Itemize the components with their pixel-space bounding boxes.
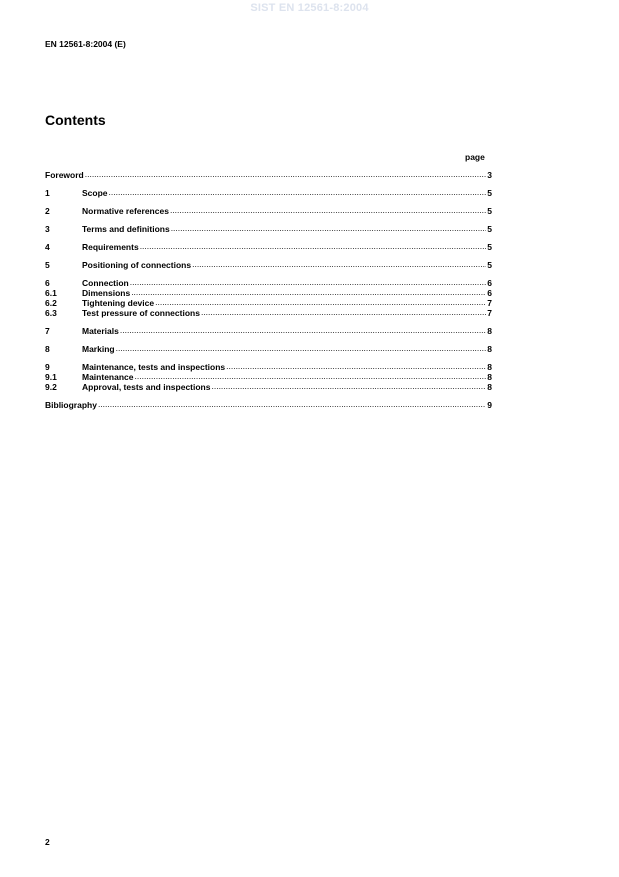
toc-leader-dots [120,325,486,335]
toc-leader-dots [130,277,487,287]
toc-entry-requirements[interactable] [45,242,492,252]
toc-entry-title: Requirements [82,242,139,252]
toc-entry-page: 8 [487,326,492,336]
toc-entry-number: 5 [45,260,50,270]
toc-leader-dots [109,187,487,197]
toc-entry-title: Tightening device [82,298,155,308]
toc-entry-title: Dimensions [82,288,131,298]
toc-entry-number: 6.1 [45,288,57,298]
toc-entry-number: 6.3 [45,308,57,318]
toc-entry-page: 5 [487,224,492,234]
toc-leader-dots [85,169,487,179]
toc-entry-title: Maintenance, tests and inspections [82,362,226,372]
toc-entry-positioning-of-connections[interactable] [45,260,492,270]
page-number: 2 [45,837,50,847]
toc-entry-page: 8 [487,372,492,382]
toc-entry-test-pressure-of-connections[interactable] [45,308,492,318]
toc-entry-title: Foreword [45,170,84,180]
toc-entry-title: Materials [82,326,119,336]
toc-entry-number: 9.2 [45,382,57,392]
page-title: Contents [45,112,106,128]
toc-entry-normative-references[interactable] [45,206,492,216]
toc-entry-number: 3 [45,224,50,234]
toc-entry-title: Test pressure of connections [82,308,200,318]
toc-entry-title: Terms and definitions [82,224,170,234]
toc-leader-dots [140,241,487,251]
toc-leader-dots [192,259,486,269]
toc-entry-title: Connection [82,278,129,288]
toc-entry-page: 8 [487,344,492,354]
toc-entry-number: 7 [45,326,50,336]
toc-leader-dots [226,361,486,371]
toc-leader-dots [211,381,486,391]
toc-leader-dots [116,343,487,353]
toc-leader-dots [155,297,486,307]
toc-entry-page: 9 [487,400,492,410]
toc-entry-number: 8 [45,344,50,354]
toc-entry-number: 4 [45,242,50,252]
toc-entry-materials[interactable] [45,326,492,336]
toc-entry-page: 5 [487,242,492,252]
toc-entry-approval-tests-and-inspections[interactable] [45,382,492,392]
toc-entry-title: Positioning of connections [82,260,192,270]
toc-entry-number: 6.2 [45,298,57,308]
toc-entry-page: 6 [487,278,492,288]
toc-entry-page: 8 [487,362,492,372]
toc-leader-dots [201,307,486,317]
toc-leader-dots [98,399,486,409]
toc-entry-page: 6 [487,288,492,298]
watermark: SIST EN 12561-8:2004 [250,2,369,14]
toc-entry-scope[interactable] [45,188,492,198]
page-column-label: page [465,152,485,162]
toc-entry-number: 9.1 [45,372,57,382]
toc-entry-title: Marking [82,344,115,354]
toc-entry-foreword[interactable] [45,170,492,180]
toc-leader-dots [170,205,486,215]
toc-entry-page: 8 [487,382,492,392]
toc-entry-page: 5 [487,260,492,270]
toc-entry-number: 1 [45,188,50,198]
toc-leader-dots [135,371,487,381]
document-id-header: EN 12561-8:2004 (E) [45,39,126,49]
toc-entry-page: 5 [487,206,492,216]
toc-leader-dots [171,223,487,233]
toc-entry-number: 6 [45,278,50,288]
toc-entry-number: 9 [45,362,50,372]
toc-entry-title: Approval, tests and inspections [82,382,211,392]
toc-entry-title: Maintenance [82,372,134,382]
toc-entry-marking[interactable] [45,344,492,354]
toc-entry-title: Normative references [82,206,169,216]
toc-entry-bibliography[interactable] [45,400,492,410]
toc-entry-title: Scope [82,188,108,198]
toc-entry-page: 3 [487,170,492,180]
toc-entry-number: 2 [45,206,50,216]
toc-entry-title: Bibliography [45,400,97,410]
toc-entry-terms-and-definitions[interactable] [45,224,492,234]
toc-leader-dots [131,287,486,297]
toc-entry-page: 7 [487,298,492,308]
toc-entry-page: 5 [487,188,492,198]
toc-entry-page: 7 [487,308,492,318]
